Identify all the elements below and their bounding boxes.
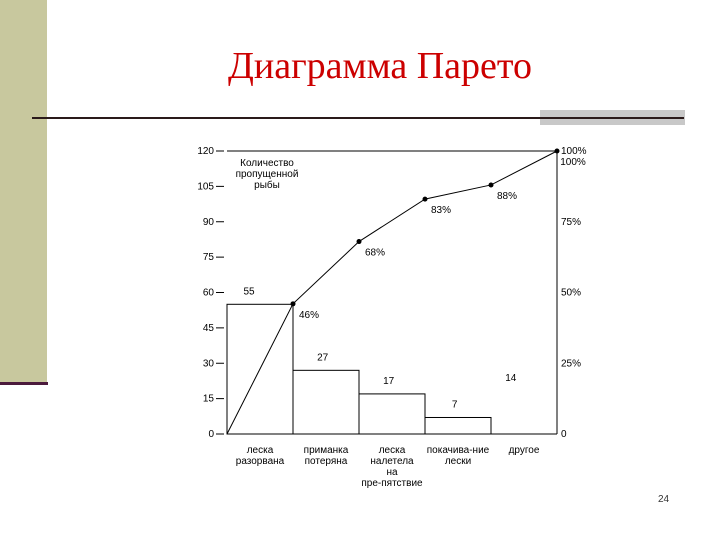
y-axis-label: Количество пропущенной рыбы — [235, 158, 299, 191]
cumulative-percent-label: 100% — [560, 157, 586, 168]
cumulative-point — [555, 149, 560, 154]
bar-value-label: 17 — [383, 375, 395, 387]
cumulative-percent-label: 46% — [298, 309, 320, 321]
y-tick-label: 105 — [197, 181, 214, 193]
pareto-chart — [187, 137, 592, 497]
slide-title: Диаграмма Парето — [227, 45, 533, 87]
y-tick-label: 15 — [202, 393, 214, 405]
cumulative-point — [489, 182, 494, 187]
left-accent-line — [0, 382, 48, 385]
cumulative-point — [423, 197, 428, 202]
bar — [293, 370, 359, 434]
category-label: другое — [508, 445, 540, 456]
y-tick-label: 75 — [202, 252, 214, 264]
y2-tick-label: 100% — [561, 146, 587, 157]
y-tick-label: 120 — [197, 146, 214, 157]
cumulative-percent-label: 88% — [496, 190, 518, 202]
bar — [359, 394, 425, 434]
pareto-chart-svg — [187, 137, 592, 497]
bar-value-label: 14 — [505, 372, 517, 384]
y2-tick-label: 25% — [561, 358, 582, 370]
page-number: 24 — [658, 494, 670, 505]
bar-value-label: 7 — [451, 399, 458, 411]
y2-tick-label: 0 — [561, 429, 567, 440]
y-tick-label: 45 — [202, 322, 214, 334]
y-tick-label: 90 — [202, 216, 214, 228]
y2-tick-label: 75% — [561, 216, 582, 228]
cumulative-point — [357, 239, 362, 244]
y-tick-label: 0 — [208, 429, 214, 440]
title-rule-right — [540, 117, 684, 119]
bar-value-label: 55 — [243, 286, 255, 298]
y-tick-label: 60 — [202, 287, 214, 299]
category-label: леска разорвана — [235, 445, 285, 467]
cumulative-percent-label: 68% — [364, 247, 386, 259]
category-label: леска налетела на пре-пятствие — [361, 445, 423, 489]
cumulative-point — [291, 301, 296, 306]
category-label: приманка потеряна — [303, 445, 349, 467]
y2-tick-label: 50% — [561, 287, 582, 299]
bar — [425, 417, 491, 434]
y-tick-label: 30 — [202, 358, 214, 370]
category-label: покачива-ние лески — [426, 445, 490, 467]
chart-bars — [227, 304, 491, 434]
cumulative-percent-label: 83% — [430, 205, 452, 217]
bar-value-label: 27 — [317, 352, 329, 364]
